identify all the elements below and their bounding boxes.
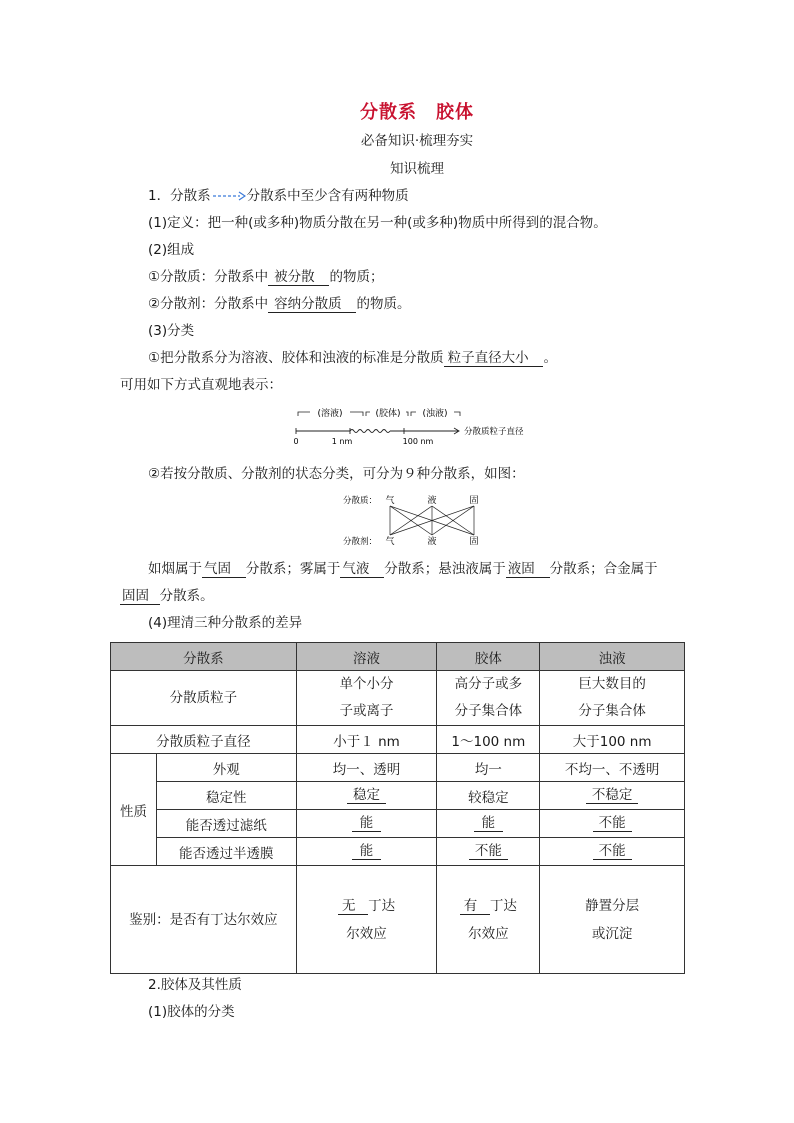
particle-suspension-line1: 巨大数目的	[578, 676, 646, 692]
scale-tick-1nm: 1 nm	[331, 437, 353, 446]
dispersed-phase-line	[148, 268, 383, 286]
diameter-colloid: 1～100 nm	[437, 726, 540, 754]
identify-colloid	[437, 866, 540, 974]
dispersed-blank	[268, 270, 329, 286]
table-row-appearance	[111, 754, 685, 782]
header-suspension: 浊液	[540, 643, 685, 671]
identify-label: 鉴别：是否有丁达尔效应	[111, 866, 297, 974]
identify-colloid-line2: 尔效应	[468, 925, 509, 942]
particle-colloid-line2: 分子集合体	[454, 703, 523, 719]
identify-suspension-line1: 静置分层	[585, 897, 640, 914]
particle-solution-line1: 单个小分	[339, 676, 394, 692]
header-solution: 溶液	[296, 643, 437, 671]
particle-solution-line2: 子或离子	[339, 703, 394, 719]
composition-heading: (2)组成	[148, 242, 195, 258]
suspension-blank	[506, 562, 550, 578]
smoke-blank	[202, 562, 246, 578]
dashed-arrow-icon	[212, 190, 246, 202]
semipermeable-solution	[296, 838, 437, 866]
identify-colloid-blank	[460, 899, 490, 915]
identify-colloid-answer: 有	[463, 897, 478, 914]
particle-label: 分散质粒子	[111, 671, 297, 726]
dispersed-prefix: ①分散质：分散系中	[148, 269, 269, 285]
semipermeable-solution-answer: 能	[352, 844, 382, 860]
bottom-state-solid: 固	[469, 537, 479, 547]
examples-text-5: 分散系。	[159, 588, 214, 604]
semipermeable-label: 能否透过半透膜	[156, 838, 296, 866]
table-row-stability	[111, 782, 685, 810]
diameter-label: 分散质粒子直径	[111, 726, 297, 754]
stability-colloid: 较稳定	[437, 782, 540, 810]
examples-line	[148, 560, 658, 578]
identify-suspension	[540, 866, 685, 974]
stability-solution	[296, 782, 437, 810]
examples-text-4: 分散系；合金属于	[549, 561, 658, 577]
definition: (1)定义：把一种(或多种)物质分散在另一种(或多种)物质中所得到的混合物。	[148, 215, 607, 231]
filter-paper-suspension-answer: 不能	[593, 816, 632, 832]
table-row-semipermeable	[111, 838, 685, 866]
particle-size-scale-diagram	[288, 404, 548, 450]
state-classify: ②若按分散质、分散剂的状态分类，可分为９种分散系，如图：	[148, 466, 525, 482]
particle-solution	[296, 671, 437, 726]
top-state-solid: 固	[469, 496, 479, 506]
appearance-suspension: 不均一、不透明	[540, 754, 685, 782]
property-label: 性质	[111, 754, 157, 866]
classify-standard-line	[148, 349, 557, 367]
identify-solution-blank	[338, 899, 368, 915]
nine-dispersions-diagram	[340, 492, 490, 550]
medium-answer: 容纳分散质	[274, 296, 342, 312]
examples-text-2: 分散系；雾属于	[245, 561, 341, 577]
appearance-solution: 均一、透明	[296, 754, 437, 782]
particle-colloid-line1: 高分子或多	[454, 676, 523, 692]
identify-colloid-line1	[440, 892, 536, 920]
bottom-state-gas: 气	[385, 537, 395, 547]
dispersion-medium-line	[148, 295, 410, 313]
table-row-diameter	[111, 726, 685, 754]
state-bottom-label: 分散剂：	[343, 537, 378, 547]
medium-suffix: 的物质。	[356, 296, 411, 312]
classify-blank	[444, 351, 544, 367]
connection-lines	[390, 506, 474, 535]
suspension-answer: 液固	[507, 561, 535, 577]
smoke-answer: 气固	[204, 561, 231, 577]
semipermeable-colloid	[437, 838, 540, 866]
filter-paper-label: 能否透过滤纸	[156, 810, 296, 838]
item-1-label: 1．分散系	[148, 188, 211, 204]
diameter-solution: 小于１ nm	[296, 726, 437, 754]
identify-solution-line1	[300, 892, 434, 920]
examples-text-1: 如烟属于	[148, 561, 202, 577]
filter-paper-solution	[296, 810, 437, 838]
table-row-identify	[111, 866, 685, 974]
identify-suspension-line2: 或沉淀	[591, 925, 633, 942]
identify-solution	[296, 866, 437, 974]
identify-solution-line2: 尔效应	[346, 925, 387, 942]
medium-blank	[268, 297, 356, 313]
medium-prefix: ②分散剂：分散系中	[148, 296, 269, 312]
particle-suspension-line2: 分子集合体	[578, 703, 646, 719]
bottom-state-liquid: 液	[427, 537, 437, 547]
scale-label-colloid: (胶体)	[375, 409, 401, 419]
table-row-particle	[111, 671, 685, 726]
top-state-liquid: 液	[427, 496, 437, 506]
item-1-line	[148, 187, 409, 205]
scale-label-suspension: (浊液)	[422, 409, 448, 419]
dispersion-comparison-table	[110, 642, 685, 974]
stability-suspension	[540, 782, 685, 810]
filter-paper-solution-answer: 能	[352, 816, 382, 832]
header-colloid: 胶体	[437, 643, 540, 671]
filter-paper-colloid-answer: 能	[474, 816, 504, 832]
page-title: 分散系 胶体	[360, 102, 474, 123]
classify-answer: 粒子直径大小	[447, 350, 529, 366]
section-heading: 必备知识·梳理夯实	[360, 133, 474, 149]
filter-paper-suspension	[540, 810, 685, 838]
examples-text-3: 分散系；悬浊液属于	[384, 561, 506, 577]
top-state-gas: 气	[385, 496, 395, 506]
colloid-classify-heading: (1)胶体的分类	[148, 1004, 235, 1020]
table-row-filter-paper	[111, 810, 685, 838]
table-heading: (4)理清三种分散系的差异	[148, 615, 303, 631]
scale-tick-100nm: 100 nm	[402, 437, 434, 446]
state-top-label: 分散质：	[343, 496, 378, 506]
fog-blank	[340, 562, 384, 578]
fog-answer: 气液	[342, 561, 370, 577]
item-2-heading: 2.胶体及其性质	[148, 977, 242, 993]
filter-paper-colloid	[437, 810, 540, 838]
identify-solution-rest: 丁达	[368, 897, 396, 914]
semipermeable-suspension	[540, 838, 685, 866]
scale-axis-wavy	[350, 430, 390, 433]
header-dispersion: 分散系	[111, 643, 297, 671]
appearance-label: 外观	[156, 754, 296, 782]
stability-label: 稳定性	[156, 782, 296, 810]
semipermeable-suspension-answer: 不能	[593, 844, 632, 860]
scale-axis-label: 分散质粒子直径	[464, 427, 524, 437]
stability-suspension-answer: 不稳定	[586, 788, 639, 804]
dispersed-suffix: 的物质；	[329, 269, 384, 285]
classify-prefix: ①把分散系分为溶液、胶体和浊液的标准是分散质	[148, 350, 444, 366]
particle-suspension	[540, 671, 685, 726]
appearance-colloid: 均一	[437, 754, 540, 782]
table-header-row	[111, 643, 685, 671]
particle-colloid	[437, 671, 540, 726]
visual-intro: 可用如下方式直观地表示：	[120, 377, 282, 393]
sub-heading: 知识梳理	[390, 161, 444, 177]
scale-label-solution: (溶液)	[317, 409, 343, 419]
diameter-suspension: 大于100 nm	[540, 726, 685, 754]
semipermeable-colloid-answer: 不能	[469, 844, 508, 860]
identify-colloid-rest: 丁达	[489, 897, 517, 914]
examples-line-2	[120, 587, 214, 605]
identify-solution-answer: 无	[341, 897, 356, 914]
scale-tick-0: 0	[293, 437, 299, 446]
alloy-blank	[120, 589, 160, 605]
item-1-arrow-text: 分散系中至少含有两种物质	[246, 188, 409, 204]
classify-suffix: 。	[543, 350, 557, 366]
stability-solution-answer: 稳定	[347, 788, 386, 804]
alloy-answer: 固固	[122, 588, 149, 604]
dispersed-answer: 被分散	[274, 269, 315, 285]
classify-heading: (3)分类	[148, 323, 195, 339]
